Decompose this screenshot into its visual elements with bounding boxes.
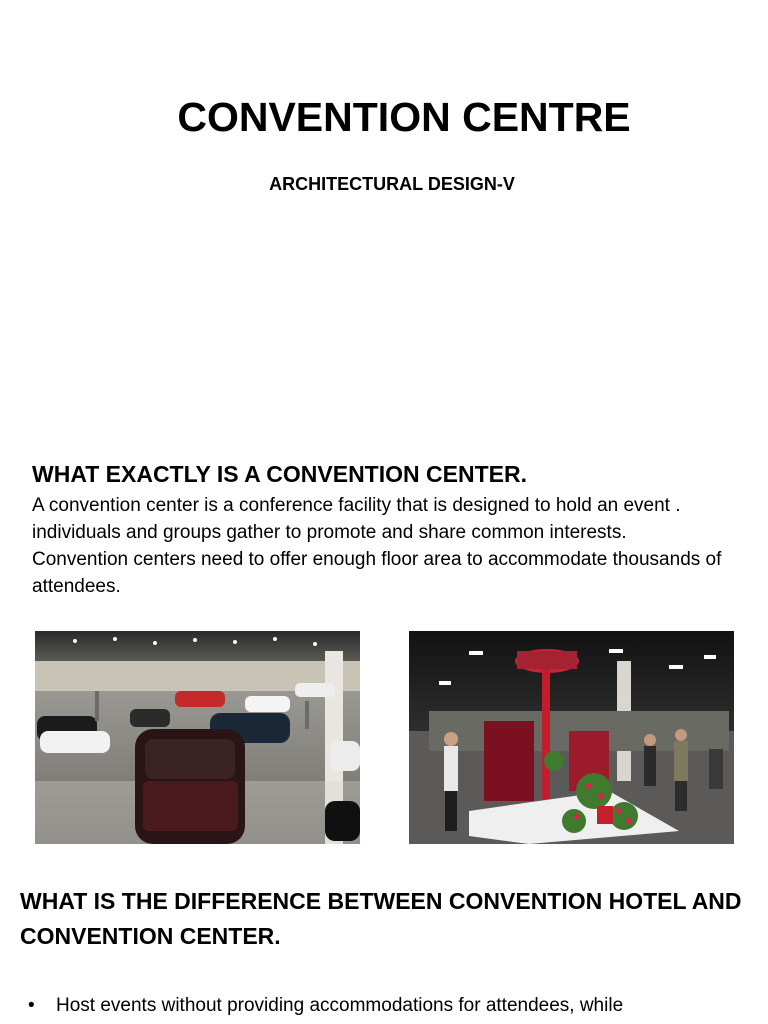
page-subtitle: ARCHITECTURAL DESIGN-V	[269, 174, 515, 194]
bullet-symbol: •	[28, 995, 35, 1016]
bullet-item	[28, 992, 748, 1019]
section-body-definition: A convention center is a conference facility that is designed to hold an event . individuals and groups gather to promote and share common interests. Convention centers need to offer enough floor area to accommodate thousands of attendees.	[32, 495, 722, 597]
car-show-photo	[35, 631, 360, 844]
section-heading-definition: WHAT EXACTLY IS A CONVENTION CENTER.	[32, 461, 527, 487]
page-title: CONVENTION CENTRE	[177, 94, 631, 140]
bullet-text: Host events without providing accommodations for attendees, while	[56, 995, 624, 1016]
section-heading-difference: WHAT IS THE DIFFERENCE BETWEEN CONVENTION HOTEL AND CONVENTION CENTER.	[20, 888, 742, 949]
flower-exhibition-photo	[409, 631, 734, 844]
